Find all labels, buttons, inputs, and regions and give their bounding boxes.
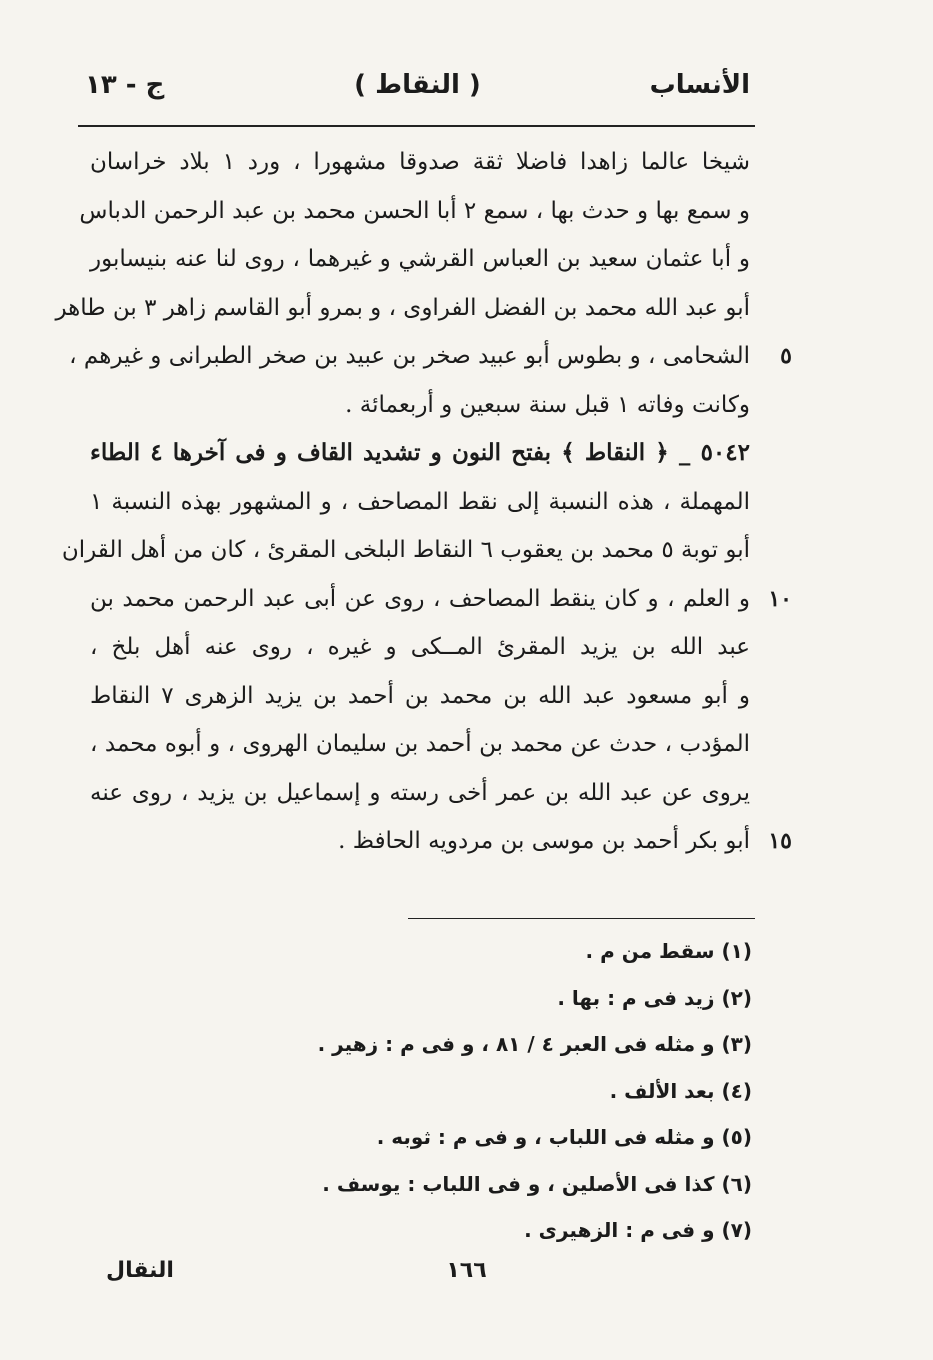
text-line	[90, 769, 750, 818]
line-number: ١٠	[768, 585, 792, 612]
catchword: النقال	[106, 1258, 174, 1283]
line-text: يروى عن عبد الله بن عمر أخى رسته و إسماعيل بن يزيد ، روى عنه	[90, 779, 750, 806]
text-line	[90, 478, 750, 527]
text-line	[90, 235, 750, 284]
header-book-title: الأنساب	[649, 70, 750, 100]
header-volume: ج - ١٣	[85, 70, 165, 100]
page-number: ١٦٦	[446, 1258, 487, 1283]
text-line	[90, 138, 750, 187]
text-line	[90, 381, 750, 430]
text-line	[90, 429, 750, 478]
text-line	[90, 575, 792, 624]
footnotes	[300, 928, 752, 1254]
line-text: و أبا عثمان سعيد بن العباس القرشي و غيرهما ، روى لنا عنه بنيسابور	[90, 246, 750, 272]
entry-heading-line: ٥٠٤٢ _ ﴿ النقاط ﴾ بفتح النون و تشديد القاف و فى آخرها ٤ الطاء	[90, 439, 750, 466]
text-line	[79, 187, 750, 236]
line-text: عبد الله بن يزيد المقرئ المــكى و غيره ، روى عنه أهل بلخ ،	[90, 634, 750, 660]
footnote: (٣) و مثله فى العبر ٤ / ٨١ ، و فى م : زهير .	[317, 1032, 752, 1056]
header-rule	[78, 125, 755, 127]
line-text: أبو توبة ٥ محمد بن يعقوب ٦ النقاط البلخى المقرئ ، كان من أهل القران	[61, 537, 750, 563]
footnote: (٢) زيد فى م : بها .	[557, 985, 752, 1010]
line-text: المهملة ، هذه النسبة إلى نقط المصاحف ، و المشهور بهذه النسبة ١	[90, 488, 750, 515]
line-text: و سمع بها و حدث بها ، سمع ٢ أبا الحسن محمد بن عبد الرحمن الدباس	[79, 197, 750, 224]
line-number: ٥	[780, 343, 792, 369]
running-header	[85, 66, 750, 114]
header-entry-title: ( النقاط )	[354, 70, 481, 100]
line-text: وكانت وفاته ١ قبل سنة سبعين و أربعمائة .	[345, 391, 750, 418]
line-text: المؤدب ، حدث عن محمد بن أحمد بن سليمان الهروى ، و أبوه محمد ،	[90, 731, 750, 757]
line-text: و أبو مسعود عبد الله بن محمد بن أحمد بن يزيد الزهرى ٧ النقاط	[90, 682, 750, 709]
footnote: (٧) و فى م : الزهيرى .	[524, 1218, 752, 1242]
footnote: (١) سقط من م .	[585, 939, 752, 963]
main-text	[55, 138, 792, 866]
text-line	[90, 672, 750, 721]
footnote-rule	[408, 918, 755, 919]
text-line	[69, 332, 792, 381]
line-text: و العلم ، و كان ينقط المصاحف ، روى عن أبى عبد الرحمن محمد بن	[90, 585, 750, 612]
footnote: (٥) و مثله فى اللباب ، و فى م : ثوبه .	[376, 1125, 752, 1149]
text-line	[90, 623, 750, 672]
line-text: الشحامى ، و بطوس أبو عبيد صخر بن عبيد بن صخر الطبرانى و غيرهم ،	[69, 343, 750, 369]
line-text: أبو بكر أحمد بن موسى بن مردويه الحافظ .	[338, 828, 750, 854]
line-text: أبو عبد الله محمد بن الفضل الفراوى ، و بمرو أبو القاسم زاهر ٣ بن طاهر	[55, 294, 750, 321]
footnote: (٤) بعد الألف .	[609, 1078, 752, 1103]
line-text: شيخا عالما زاهدا فاضلا ثقة صدوقا مشهورا ، ورد ١ بلاد خراسان	[90, 149, 750, 175]
line-number: ١٥	[768, 828, 792, 854]
text-line	[55, 284, 750, 333]
text-line	[90, 720, 750, 769]
footnote: (٦) كذا فى الأصلين ، و فى اللباب : يوسف .	[322, 1171, 752, 1196]
text-line	[90, 817, 792, 866]
text-line	[61, 526, 750, 575]
